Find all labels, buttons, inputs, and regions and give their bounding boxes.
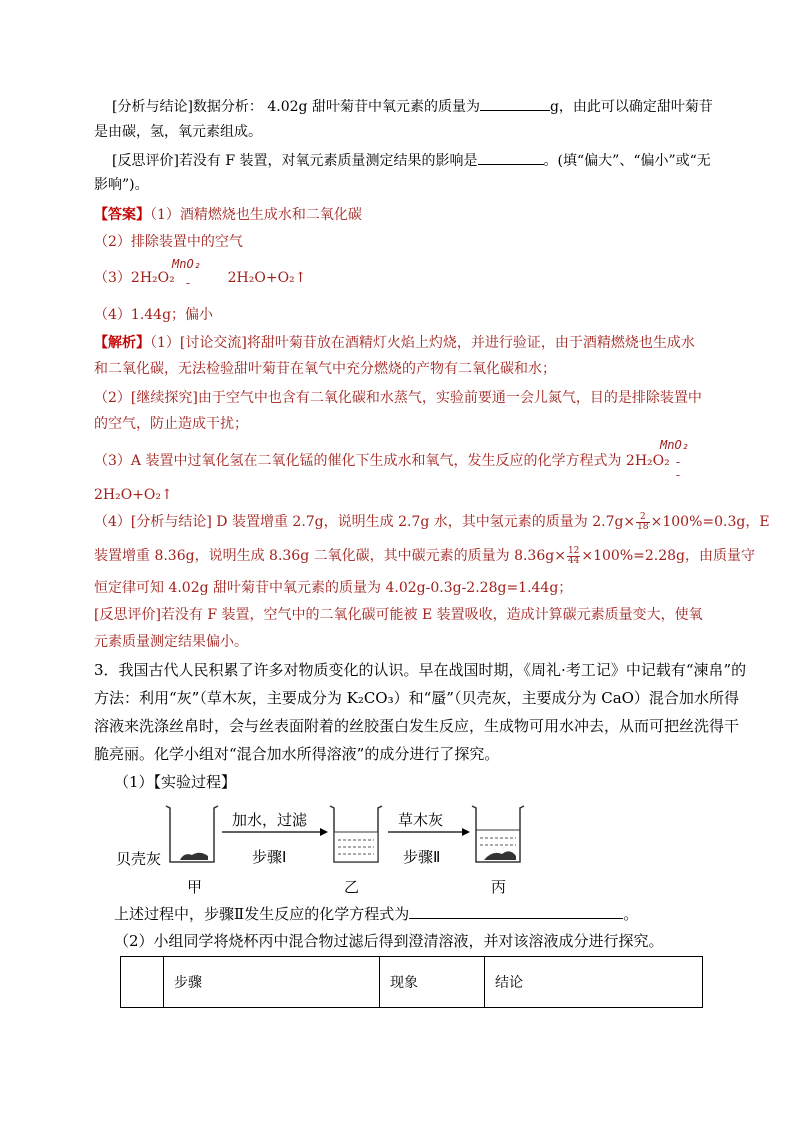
beaker-yi (330, 806, 382, 862)
fraction-denominator: 18 (637, 521, 649, 532)
explanation-line-9: 恒定律可知 4.02g 甜叶菊苷中氧元素的质量为 4.02g-0.3g-2.28g=1.44g； (94, 580, 573, 596)
q3-line-2: 方法：利用“灰”（草木灰，主要成分为 K₂CO₃）和“蜃”（贝壳灰，主要成分为 CaO）混合加水所得 (94, 689, 739, 707)
process-title: （1）【实验过程】 (114, 773, 237, 791)
equation-arrow-mark: - (676, 468, 681, 482)
explanation-tag: 【解析】 (94, 335, 150, 351)
answer-blank[interactable] (478, 150, 544, 165)
fraction-12-44 (567, 547, 580, 566)
answer-blank[interactable] (480, 96, 550, 111)
reflection-text-tail: 。(填“偏大”、“偏小”或“无 (543, 153, 711, 169)
explanation-line-6: 2H₂O+O₂↑ (94, 487, 173, 503)
explanation-line-2: 和二氧化碳，无法检验甜叶菊苷在氧气中充分燃烧的产物有二氧化碳和水； (94, 361, 556, 377)
analysis-text-tail: g，由此可以确定甜叶菊苷 (549, 99, 713, 115)
catalyst-label-2: MnO₂ (660, 438, 689, 452)
catalyst-label: MnO₂ (172, 257, 201, 271)
equation-arrow-mark: - (186, 276, 191, 290)
shell-ash-label: 贝壳灰 (116, 850, 162, 868)
fraction-denominator: 44 (567, 555, 580, 566)
beaker-label-bing: 丙 (491, 878, 507, 896)
q3-line-3: 溶液来洗涤丝帛时，会与丝表面附着的丝胶蛋白发生反应，生成物可用水冲去，从而可把丝洗得干 (94, 717, 740, 735)
explanation-line-8 (94, 546, 755, 566)
table-header-cell (121, 957, 164, 1008)
fraction-numerator: 2 (636, 513, 649, 523)
explanation-line-1 (94, 333, 695, 353)
explanation-text: （4）[分析与结论] D 装置增重 2.7g，说明生成 2.7g 水，其中氢元素的质量为 2.7g× (94, 514, 636, 530)
answer-2: （2）排除装置中的空气 (94, 234, 243, 250)
explanation-text: ×100%=2.28g，由质量守 (581, 548, 756, 564)
step2-question-end: 。 (623, 905, 639, 923)
explanation-line-3: （2）[继续探究]由于空气中也含有二氧化碳和水蒸气，实验前要通一会儿氮气，目的是排除装置中 (94, 390, 702, 406)
fraction-numerator: 12 (567, 545, 580, 556)
reflection-line-2: 影响”)。 (94, 177, 149, 193)
table-header-phenomenon: 现象 (380, 957, 485, 1008)
explanation-line-4: 的空气，防止造成干扰； (94, 416, 248, 432)
table-header-row (121, 957, 703, 1008)
equation-blank[interactable] (409, 904, 623, 919)
explanation-line-10: [反思评价]若没有 F 装置，空气中的二氧化碳可能被 E 装置吸收，造成计算碳元素质量变大，使氧 (94, 607, 703, 623)
beaker-label-yi: 乙 (344, 878, 360, 896)
step2-condition: 草木灰 (398, 811, 444, 829)
exploration-table (120, 956, 703, 1008)
fraction-2-18 (636, 513, 649, 532)
equation-reactant: （3）2H₂O₂ (94, 270, 175, 286)
explanation-text: （1）[讨论交流]将甜叶菊苷放在酒精灯火焰上灼烧，并进行验证，由于酒精燃烧也生成水 (150, 335, 695, 351)
beaker-jia (166, 806, 218, 862)
explanation-line-11: 元素质量测定结果偏小。 (94, 634, 248, 650)
step2-question (114, 904, 638, 924)
table-header-conclusion: 结论 (485, 957, 703, 1008)
equation-arrow-mark: - (676, 455, 681, 469)
explanation-text: ×100%=0.3g，E (650, 514, 770, 530)
analysis-line-1 (112, 96, 713, 117)
explanation-line-5: （3）A 装置中过氧化氢在二氧化锰的催化下生成水和氧气，发生反应的化学方程式为 2H₂O₂ (94, 453, 670, 469)
reflection-text: [反思评价]若没有 F 装置，对氧元素质量测定结果的影响是 (112, 153, 478, 169)
step1-condition: 加水，过滤 (232, 811, 308, 829)
step1-label: 步骤Ⅰ (252, 848, 287, 866)
answer-1: （1）酒精燃烧也生成水和二氧化碳 (150, 207, 362, 223)
beaker-bing (472, 806, 524, 862)
q3-line-4: 脆亮丽。化学小组对“混合加水所得溶液”的成分进行了探究。 (94, 745, 500, 763)
part2-line: （2）小组同学将烧杯丙中混合物过滤后得到澄清溶液，并对该溶液成分进行探究。 (114, 932, 664, 950)
beaker-label-jia: 甲 (187, 878, 203, 896)
answer-line-1 (94, 205, 362, 225)
answer-line-3 (94, 268, 306, 288)
precipitate (484, 851, 516, 860)
experiment-diagram (100, 800, 620, 870)
explanation-text: 装置增重 8.36g，说明生成 8.36g 二氧化碳，其中碳元素的质量为 8.36g× (94, 548, 566, 564)
shell-ash-pile (180, 853, 208, 860)
step2-label: 步骤Ⅱ (403, 848, 441, 866)
explanation-line-7 (94, 512, 770, 532)
analysis-text: [分析与结论]数据分析： 4.02g 甜叶菊苷中氧元素的质量为 (112, 99, 480, 115)
answer-tag: 【答案】 (94, 207, 150, 223)
answer-4: （4）1.44g；偏小 (94, 307, 214, 323)
equation-product: 2H₂O+O₂↑ (227, 270, 307, 286)
table-header-step: 步骤 (164, 957, 380, 1008)
reflection-line-1 (112, 150, 711, 171)
analysis-line-2: 是由碳，氢，氧元素组成。 (94, 124, 262, 140)
step2-question-text: 上述过程中，步骤Ⅱ发生反应的化学方程式为 (114, 905, 410, 923)
q3-line-1: 3．我国古代人民积累了许多对物质变化的认识。早在战国时期，《周礼·考工记》中记载有“湅帛”的 (94, 661, 747, 679)
